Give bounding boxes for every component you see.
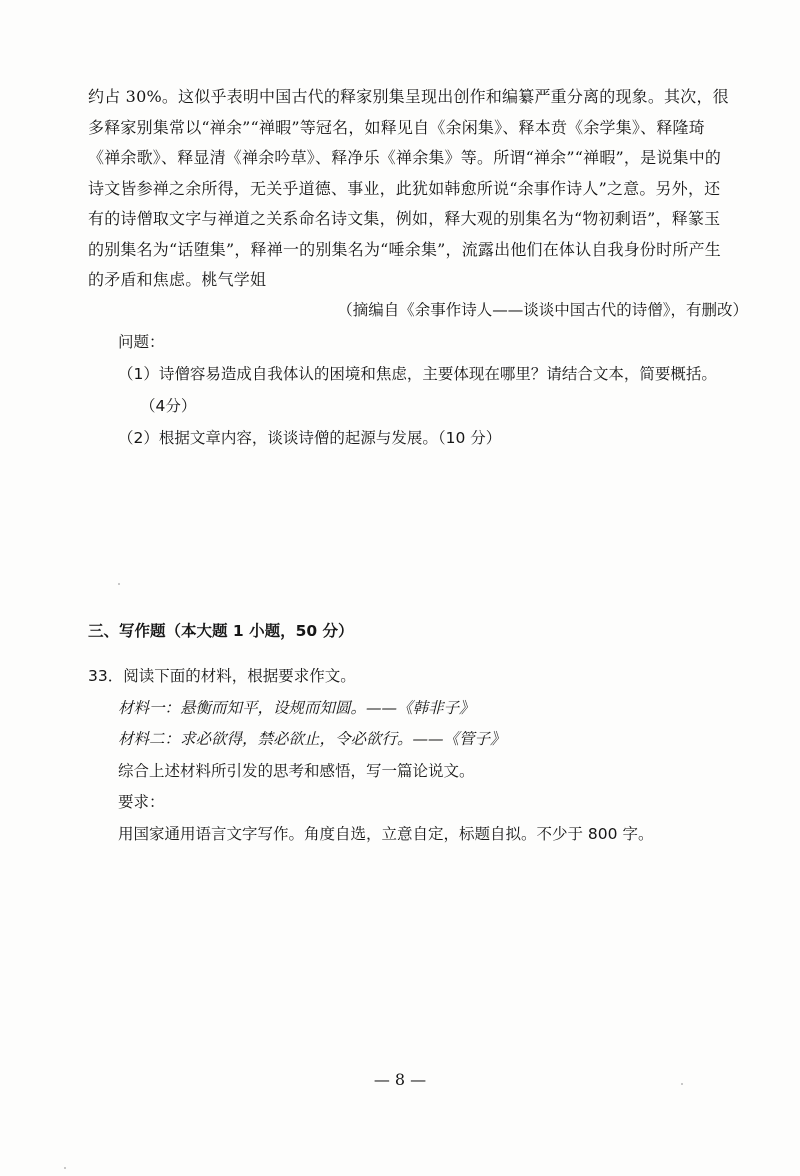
passage-line: 有的诗僧取文字与禅道之关系命名诗文集，例如，释大观的别集名为“物初剩语”，释篆玉 xyxy=(88,209,721,228)
question-2: （2）根据文章内容，谈谈诗僧的起源与发展。（10 分） xyxy=(118,429,502,447)
passage-line: 的别集名为“话堕集”，释禅一的别集名为“唾余集”，流露出他们在体认自我身份时所产生 xyxy=(88,239,721,259)
passage-line: 《禅余歌》、释显清《禅余吟草》、释净乐《禅余集》等。所谓“禅余”“禅暇”，是说集中的 xyxy=(88,148,722,167)
passage-line: 多释家别集常以“禅余”“禅暇”等冠名，如释见自《余闲集》、释本贲《余学集》、释隆琦 xyxy=(88,117,705,137)
question-1: （1）诗僧容易造成自我体认的困境和焦虑，主要体现在哪里？请结合文本，简要概括。 xyxy=(118,365,717,383)
writing-prompt: 综合上述材料所引发的思考和感悟，写一篇论说文。 xyxy=(118,761,475,780)
material-2: 材料二：求必欲得，禁必欲止，令必欲行。——《管子》 xyxy=(118,730,506,748)
question-block xyxy=(118,326,768,454)
scan-speck xyxy=(118,583,120,585)
question-1-score: （4分） xyxy=(140,397,197,415)
writing-task xyxy=(88,661,768,850)
requirements-label: 要求： xyxy=(118,793,165,811)
scan-speck xyxy=(64,1167,66,1169)
scan-speck xyxy=(681,1083,683,1085)
passage-line: 的矛盾和焦虑。桃气学姐 xyxy=(88,270,267,289)
passage-line: 约占 30%。这似乎表明中国古代的释家别集呈现出创作和编纂严重分离的现象。其次，很 xyxy=(88,87,729,106)
page-number: — 8 — xyxy=(373,1070,427,1089)
section-3-title: 三、写作题（本大题 1 小题，50 分） xyxy=(88,622,354,640)
question-33: 33．阅读下面的材料，根据要求作文。 xyxy=(88,667,356,685)
questions-heading: 问题： xyxy=(118,333,165,351)
reading-passage xyxy=(88,82,756,296)
material-1: 材料一：悬衡而知平，设规而知圆。——《韩非子》 xyxy=(118,698,475,717)
passage-line: 诗文皆参禅之余所得，无关乎道德、事业，此犹如韩愈所说“余事作诗人”之意。另外，还 xyxy=(88,178,721,198)
source-attribution: （摘编自《余事作诗人——谈谈中国古代的诗僧》，有删改） xyxy=(337,301,748,319)
requirements-text: 用国家通用语言文字写作。角度自选，立意自定，标题自拟。不少于 800 字。 xyxy=(118,824,654,843)
